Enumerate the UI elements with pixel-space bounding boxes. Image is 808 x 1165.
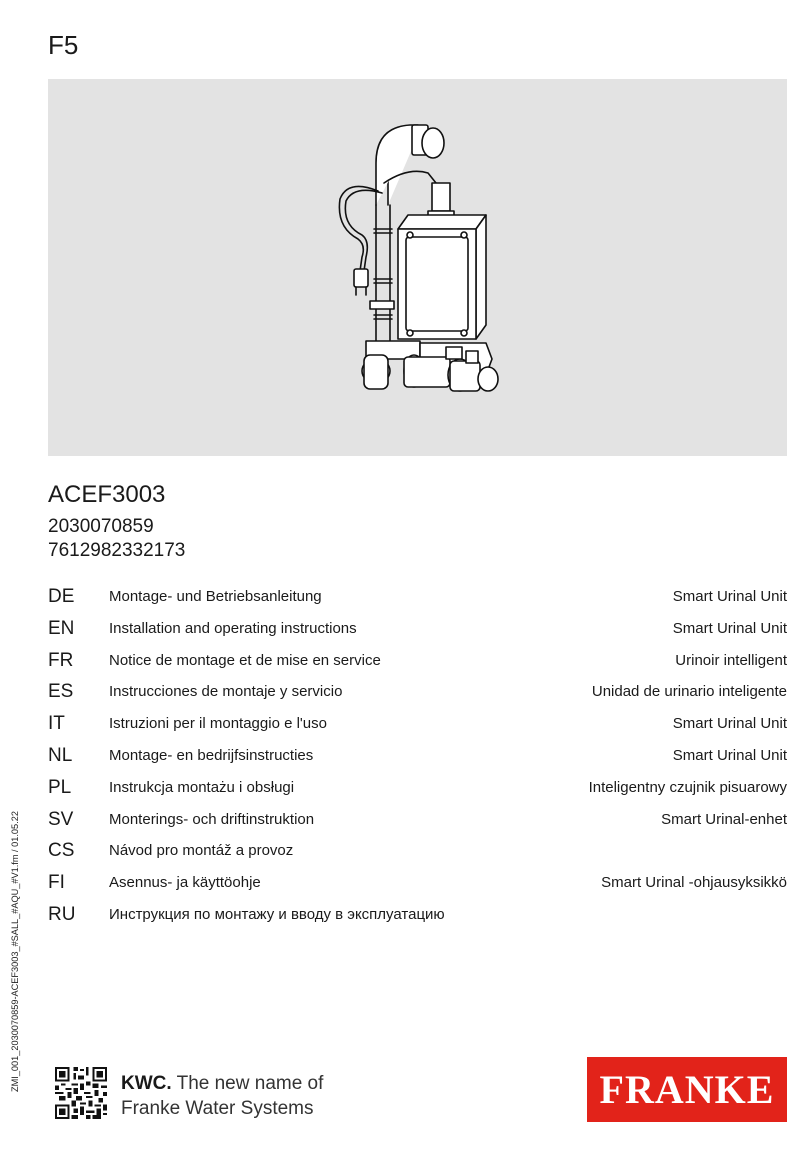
- product-info: [48, 481, 185, 563]
- language-row-cs: [48, 838, 787, 870]
- product-designation: Urinoir intelligent: [675, 651, 787, 669]
- kwc-brand-note: [121, 1071, 323, 1121]
- manual-title: Installation and operating instructions: [109, 619, 357, 637]
- language-code: ES: [48, 681, 74, 703]
- language-row-pl: [48, 775, 787, 807]
- language-row-de: [48, 584, 787, 616]
- ean-code: 7612982332173: [48, 540, 186, 561]
- franke-logo: [587, 1057, 787, 1122]
- language-row-es: [48, 679, 787, 711]
- language-code: NL: [48, 744, 73, 766]
- language-code: DE: [48, 586, 75, 607]
- kwc-tagline-2: Franke Water Systems: [121, 1098, 314, 1119]
- product-designation: Smart Urinal Unit: [672, 715, 787, 733]
- manual-title: Instrukcja montażu i obsługi: [109, 778, 295, 796]
- language-code: CS: [48, 840, 75, 862]
- language-row-sv: [48, 807, 787, 839]
- language-code: FR: [48, 649, 74, 671]
- qr-code-icon: [55, 1067, 107, 1119]
- language-row-fi: [48, 870, 787, 902]
- product-designation: Unidad de urinario inteligente: [591, 683, 787, 701]
- document-reference: ZMI_001_2030070859-ACEF3003_#SALL_#AQU_#V1.fm / 01.05.22: [10, 811, 20, 1092]
- language-code: RU: [48, 903, 76, 925]
- product-designation: Inteligentny czujnik pisuarowy: [588, 778, 787, 796]
- manual-title: Návod pro montáž a provoz: [109, 842, 294, 860]
- language-code: SV: [48, 808, 74, 830]
- manual-title: Asennus- ja käyttöohje: [109, 874, 261, 892]
- product-name: ACEF3003: [48, 481, 166, 508]
- kwc-logo: KWC.: [121, 1073, 172, 1094]
- manual-title: Monterings- och driftinstruktion: [109, 810, 315, 828]
- language-code: PL: [48, 776, 72, 798]
- language-row-ru: [48, 902, 787, 934]
- franke-logo-text: FRANKE: [599, 1067, 775, 1112]
- urinal-unit-drawing: [48, 79, 787, 456]
- language-code: FI: [48, 872, 65, 894]
- product-designation: Smart Urinal -ohjausyksikkö: [601, 874, 787, 892]
- language-row-it: [48, 711, 787, 743]
- language-row-en: [48, 616, 787, 648]
- manual-title: Montage- und Betriebsanleitung: [109, 588, 322, 605]
- product-designation: Smart Urinal-enhet: [661, 810, 787, 828]
- article-number: 2030070859: [48, 516, 154, 537]
- manual-title: Notice de montage et de mise en service: [109, 651, 381, 669]
- kwc-tagline-1: The new name of: [176, 1073, 324, 1094]
- language-code: IT: [48, 713, 65, 735]
- language-list: [48, 584, 787, 934]
- product-designation: Smart Urinal Unit: [672, 746, 787, 764]
- page-code: F5: [48, 30, 79, 60]
- manual-title: Instrucciones de montaje y servicio: [109, 683, 343, 701]
- language-code: EN: [48, 617, 75, 639]
- manual-title: Montage- en bedrijfsinstructies: [109, 746, 314, 764]
- manual-title: Инструкция по монтажу и вводу в эксплуатацию: [109, 905, 445, 923]
- language-row-nl: [48, 743, 787, 775]
- product-illustration: [48, 79, 787, 456]
- language-row-fr: [48, 648, 787, 680]
- product-designation: Smart Urinal Unit: [672, 619, 787, 637]
- manual-title: Istruzioni per il montaggio e l'uso: [109, 715, 327, 733]
- product-designation: Smart Urinal Unit: [672, 588, 787, 605]
